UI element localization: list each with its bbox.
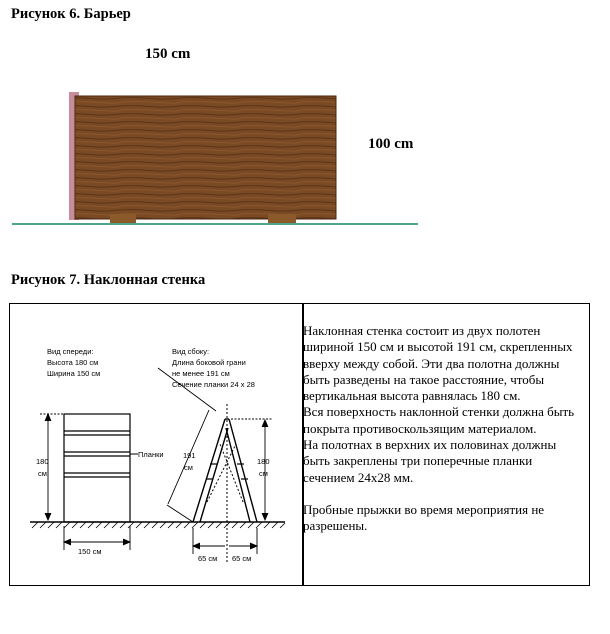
front-width-label: 150 см (78, 547, 102, 556)
barrier-board (75, 96, 336, 219)
description-paragraph-3: На полотнах в верхних их половинах должны быть закреплены три поперечные планки сечением 24х28 мм. (303, 437, 557, 485)
front-view-title: Вид спереди: (47, 347, 94, 356)
side-view-line2: не менее 191 см (172, 369, 230, 378)
front-height-unit: см (38, 469, 47, 478)
side-height-unit: см (259, 469, 268, 478)
description-paragraph-4: Пробные прыжки во время мероприятия не разрешены. (303, 501, 545, 534)
figure6-caption: Рисунок 6. Барьер (11, 6, 131, 22)
side-view-line1: Длина боковой грани (172, 358, 246, 367)
barrier-leg-left (110, 214, 136, 224)
side-length-unit: см (184, 463, 193, 472)
side-view-title: Вид сбоку: (172, 347, 210, 356)
planks-label: Планки (138, 450, 164, 459)
figure7-caption: Рисунок 7. Наклонная стенка (11, 272, 206, 288)
description-paragraph-1: Наклонная стенка состоит из двух полотен шириной 150 см и высотой 191 см, скрепленных вверху между собой. Эти два полотна должны быть разведены на такое расстояние, чтобы вертикальная высота равнялась 180 см. (303, 323, 573, 404)
side-view-frame (193, 419, 257, 522)
front-height-value: 180 (36, 457, 49, 466)
side-length-value: 191 (183, 451, 196, 460)
front-view-width: Ширина 150 см (47, 369, 101, 378)
side-right-base-label: 65 см (232, 554, 252, 563)
side-left-base-label: 65 см (198, 554, 218, 563)
barrier-height-label: 100 cm (368, 136, 414, 152)
barrier-width-label: 150 cm (145, 46, 191, 62)
wall-description (303, 323, 581, 535)
side-view-line3: Сечение планки 24 х 28 (172, 380, 255, 389)
description-paragraph-2: Вся поверхность наклонной стенки должна быть покрыта противоскользящим материалом. (303, 404, 575, 436)
front-view-frame (64, 414, 130, 522)
barrier-leg-right (268, 214, 296, 224)
barrier-illustration (0, 0, 610, 260)
front-view-height: Высота 180 см (47, 358, 99, 367)
wall-diagram (10, 304, 293, 584)
side-height-value: 180 (257, 457, 270, 466)
